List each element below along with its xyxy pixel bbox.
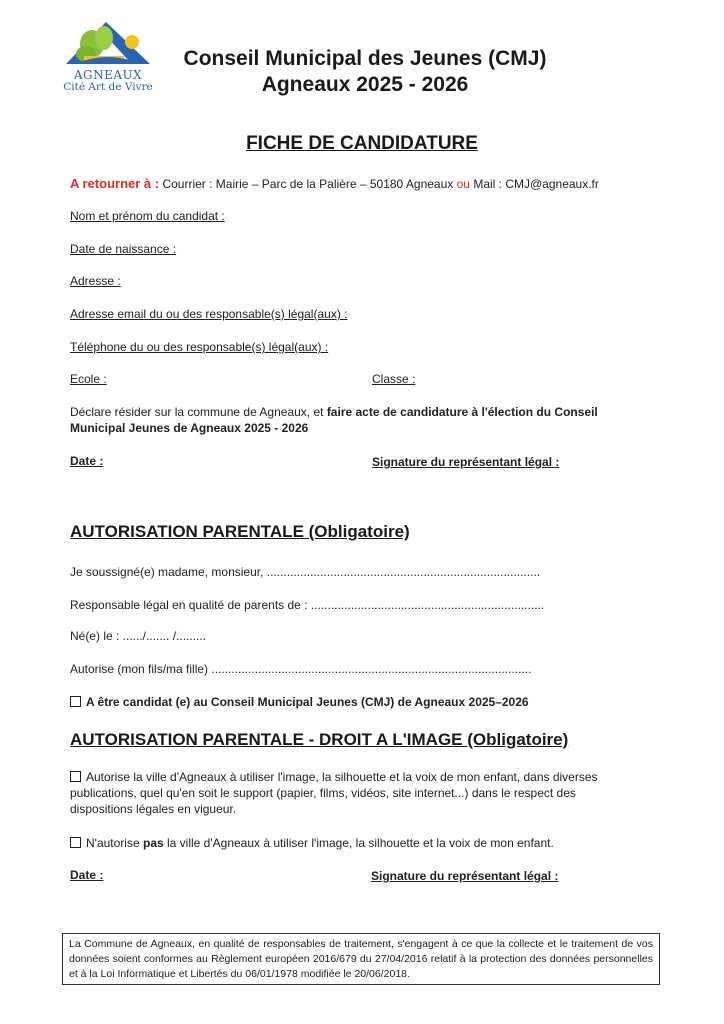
checkbox-icon[interactable] [70,771,81,782]
form-title: FICHE DE CANDIDATURE [246,133,478,154]
page-title: Conseil Municipal des Jeunes (CMJ) [183,47,547,70]
field-class-label: Classe : [372,372,416,386]
auth2-option1-l2: publications, quel qu'en soit le support (papier, films, vidéos, site internet...) dans le respect des [70,786,576,800]
auth2-option2-b: la ville d'Agneaux à utiliser l'image, la silhouette et la voix de mon enfant. [163,836,554,850]
auth1-line3: Né(e) le : ....../....... /......... [70,629,207,643]
field-birth-label: Date de naissance : [70,242,177,256]
return-mail: Mail : CMJ@agneaux.fr [473,177,599,191]
field-email-label: Adresse email du ou des responsable(s) légal(aux) : [70,307,348,321]
auth1-line4: Autorise (mon fils/ma fille) ................................................................................................ [70,662,532,676]
auth2-title: AUTORISATION PARENTALE - DROIT A L'IMAGE (Obligatoire) [70,730,569,749]
field-phone-label: Téléphone du ou des responsable(s) légal(aux) : [70,340,329,354]
return-courier: Courrier : Mairie – Parc de la Palière – 50180 Agneaux [162,177,454,191]
auth2-option2-bold: pas [142,836,164,850]
auth2-option2-a: N'autorise [86,836,143,850]
declaration-line2: Municipal Jeunes de Agneaux 2025 - 2026 [70,421,309,435]
logo-name: AGNEAUX [73,68,143,82]
auth2-option1-row[interactable] [70,770,598,784]
auth1-checkbox-row[interactable] [70,695,529,709]
checkbox-icon[interactable] [70,837,81,848]
date-label-2: Date : [70,868,104,882]
auth2-option1-l3: dispositions légales en vigueur. [70,802,237,816]
auth1-checkbox-label: A être candidat (e) au Conseil Municipal Jeunes (CMJ) de Agneaux 2025–2026 [86,695,529,709]
agneaux-logo-mark-icon [62,16,154,68]
return-to-label: A retourner à : [70,176,160,191]
auth2-option2-row[interactable] [70,836,554,850]
declaration-bold1: faire acte de candidature à l'élection du Conseil [326,405,598,419]
declaration-normal: Déclare résider sur la commune de Agneaux, et [70,405,327,419]
field-school-label: Ecole : [70,372,107,386]
field-name-label: Nom et prénom du candidat : [70,209,225,223]
signature-label-2: Signature du représentant légal : [371,869,559,883]
return-or: ou [456,177,470,191]
auth2-option1-l1: Autorise la ville d'Agneaux à utiliser l'image, la silhouette et la voix de mon enfant, dans diverses [86,770,598,784]
field-address-label: Adresse : [70,274,121,288]
page-subtitle: Agneaux 2025 - 2026 [261,73,469,96]
auth1-line1: Je soussigné(e) madame, monsieur, .................................................................................. [70,565,541,579]
declaration-line1 [70,405,598,419]
date-label-1: Date : [70,454,104,468]
auth1-line2: Responsable légal en qualité de parents de : ...................................................................... [70,598,545,612]
logo-tagline: Cité Art de Vivre [63,81,153,93]
auth1-title: AUTORISATION PARENTALE (Obligatoire) [70,522,410,541]
gdpr-notice: La Commune de Agneaux, en qualité de responsables de traitement, s'engagent à ce que la collecte et le traitement de vos données soient conformes au Règlement européen 2016/679 du 27/04/2016 relatif à la protection des données personnelles et à la Loi Informatique et Libertés du 06/01/1978 modifiée le 20/06/2018. [62,933,660,985]
signature-label-1: Signature du représentant légal : [372,455,560,469]
checkbox-icon[interactable] [70,696,81,707]
agneaux-logo [62,16,154,98]
return-to-line [70,176,599,191]
